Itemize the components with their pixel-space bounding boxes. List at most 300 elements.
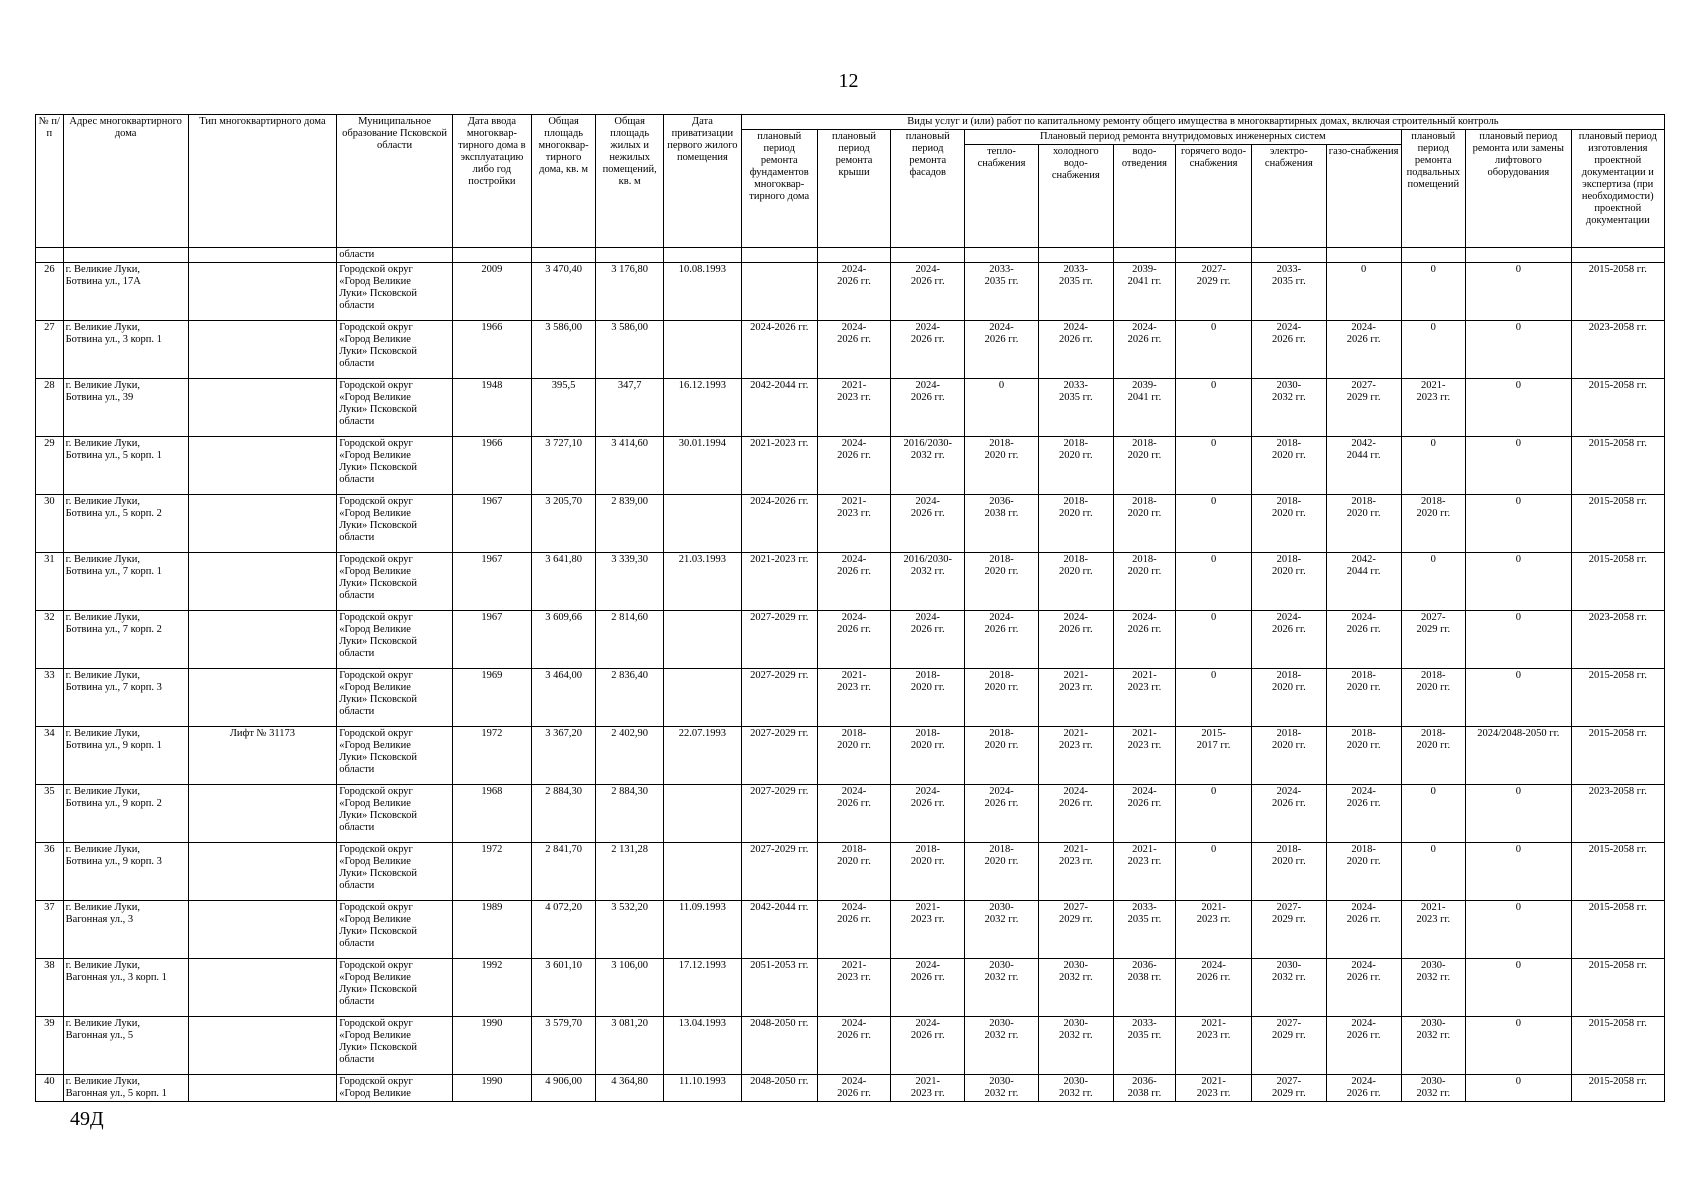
cell-num: 32 — [36, 611, 64, 669]
cell-municipality: Городской округ «Город Великие Луки» Псковской области — [337, 959, 453, 1017]
cell-sewer: 2018- 2020 гг. — [1113, 553, 1175, 611]
cell-address: г. Великие Луки, Ботвина ул., 3 корп. 1 — [63, 321, 188, 379]
cell-electric: 2027- 2029 гг. — [1251, 1075, 1326, 1102]
header-facade: плановый период ремонта фасадов — [891, 130, 965, 248]
cell-basement: 0 — [1401, 785, 1466, 843]
cell-type — [188, 785, 337, 843]
cell-cold-water: 2021- 2023 гг. — [1038, 727, 1113, 785]
cell-electric: 2018- 2020 гг. — [1251, 437, 1326, 495]
header-cold-water: холодного водо-снабжения — [1038, 145, 1113, 248]
continuation-cell: области — [337, 248, 453, 263]
cell-sewer: 2033- 2035 гг. — [1113, 901, 1175, 959]
cell-num: 36 — [36, 843, 64, 901]
cell-basement: 2030- 2032 гг. — [1401, 1075, 1466, 1102]
cell-privatization — [663, 611, 741, 669]
cell-basement: 2018- 2020 гг. — [1401, 727, 1466, 785]
cell-cold-water: 2018- 2020 гг. — [1038, 495, 1113, 553]
cell-year: 1972 — [452, 843, 531, 901]
cell-sewer: 2021- 2023 гг. — [1113, 669, 1175, 727]
cell-foundation: 2042-2044 гг. — [741, 379, 817, 437]
cell-project: 2015-2058 гг. — [1571, 495, 1664, 553]
cell-basement: 0 — [1401, 263, 1466, 321]
cell-hot-water: 0 — [1176, 843, 1252, 901]
cell-project: 2015-2058 гг. — [1571, 669, 1664, 727]
page-number: 12 — [838, 70, 859, 92]
cell-project: 2015-2058 гг. — [1571, 379, 1664, 437]
header-commission-date: Дата ввода многоквар-тирного дома в эксплуатацию либо год постройки — [452, 115, 531, 248]
header-elevator: плановый период ремонта или замены лифтового оборудования — [1466, 130, 1572, 248]
cell-elevator: 0 — [1466, 553, 1572, 611]
cell-hot-water: 0 — [1176, 669, 1252, 727]
cell-project: 2015-2058 гг. — [1571, 959, 1664, 1017]
header-num: № п/п — [36, 115, 64, 248]
cell-num: 27 — [36, 321, 64, 379]
cell-facade: 2024- 2026 гг. — [891, 263, 965, 321]
header-type: Тип многоквартирного дома — [188, 115, 337, 248]
cell-heat: 2036- 2038 гг. — [965, 495, 1039, 553]
cell-gas: 2024- 2026 гг. — [1326, 1075, 1401, 1102]
cell-roof: 2024- 2026 гг. — [817, 437, 891, 495]
cell-project: 2023-2058 гг. — [1571, 785, 1664, 843]
cell-project: 2015-2058 гг. — [1571, 1075, 1664, 1102]
cell-heat: 2018- 2020 гг. — [965, 437, 1039, 495]
cell-sewer: 2024- 2026 гг. — [1113, 321, 1175, 379]
cell-year: 1992 — [452, 959, 531, 1017]
cell-privatization: 13.04.1993 — [663, 1017, 741, 1075]
cell-heat: 2018- 2020 гг. — [965, 843, 1039, 901]
table-row — [36, 495, 1665, 553]
cell-sewer: 2021- 2023 гг. — [1113, 843, 1175, 901]
cell-elevator: 0 — [1466, 785, 1572, 843]
cell-address: г. Великие Луки, Ботвина ул., 5 корп. 1 — [63, 437, 188, 495]
cell-total-area: 3 601,10 — [531, 959, 596, 1017]
header-address: Адрес многоквартирного дома — [63, 115, 188, 248]
cell-foundation: 2024-2026 гг. — [741, 495, 817, 553]
cell-project: 2023-2058 гг. — [1571, 321, 1664, 379]
cell-living-area: 3 586,00 — [596, 321, 664, 379]
cell-hot-water: 0 — [1176, 321, 1252, 379]
cell-address: г. Великие Луки, Ботвина ул., 17А — [63, 263, 188, 321]
table-row — [36, 727, 1665, 785]
table-row — [36, 785, 1665, 843]
cell-project: 2015-2058 гг. — [1571, 1017, 1664, 1075]
table-row — [36, 669, 1665, 727]
cell-electric: 2027- 2029 гг. — [1251, 1017, 1326, 1075]
cell-type — [188, 1075, 337, 1102]
cell-basement: 2030- 2032 гг. — [1401, 959, 1466, 1017]
cell-hot-water: 0 — [1176, 495, 1252, 553]
cell-year: 1968 — [452, 785, 531, 843]
cell-facade: 2016/2030- 2032 гг. — [891, 553, 965, 611]
cell-basement: 2030- 2032 гг. — [1401, 1017, 1466, 1075]
cell-address: г. Великие Луки, Вагонная ул., 5 корп. 1 — [63, 1075, 188, 1102]
cell-num: 33 — [36, 669, 64, 727]
cell-heat: 2024- 2026 гг. — [965, 611, 1039, 669]
cell-num: 28 — [36, 379, 64, 437]
cell-sewer: 2036- 2038 гг. — [1113, 1075, 1175, 1102]
cell-heat: 2024- 2026 гг. — [965, 321, 1039, 379]
cell-living-area: 2 814,60 — [596, 611, 664, 669]
cell-total-area: 4 072,20 — [531, 901, 596, 959]
cell-electric: 2024- 2026 гг. — [1251, 321, 1326, 379]
cell-heat: 2018- 2020 гг. — [965, 727, 1039, 785]
cell-num: 35 — [36, 785, 64, 843]
cell-cold-water: 2018- 2020 гг. — [1038, 437, 1113, 495]
cell-elevator: 0 — [1466, 1075, 1572, 1102]
header-electric: электро-снабжения — [1251, 145, 1326, 248]
cell-type: Лифт № 31173 — [188, 727, 337, 785]
cell-living-area: 2 402,90 — [596, 727, 664, 785]
cell-hot-water: 0 — [1176, 611, 1252, 669]
cell-elevator: 0 — [1466, 1017, 1572, 1075]
cell-municipality: Городской округ «Город Великие Луки» Псковской области — [337, 611, 453, 669]
cell-foundation: 2042-2044 гг. — [741, 901, 817, 959]
cell-basement: 0 — [1401, 437, 1466, 495]
cell-year: 1967 — [452, 611, 531, 669]
cell-foundation: 2048-2050 гг. — [741, 1075, 817, 1102]
cell-elevator: 0 — [1466, 843, 1572, 901]
cell-foundation: 2024-2026 гг. — [741, 321, 817, 379]
header-total-area: Общая площадь многоквар-тирного дома, кв. м — [531, 115, 596, 248]
cell-year: 1967 — [452, 553, 531, 611]
table-row — [36, 959, 1665, 1017]
cell-cold-water: 2018- 2020 гг. — [1038, 553, 1113, 611]
cell-year: 1967 — [452, 495, 531, 553]
cell-foundation: 2021-2023 гг. — [741, 553, 817, 611]
cell-elevator: 0 — [1466, 611, 1572, 669]
cell-num: 37 — [36, 901, 64, 959]
cell-hot-water: 0 — [1176, 437, 1252, 495]
cell-total-area: 3 727,10 — [531, 437, 596, 495]
continuation-row — [36, 248, 1665, 263]
cell-electric: 2018- 2020 гг. — [1251, 495, 1326, 553]
cell-sewer: 2024- 2026 гг. — [1113, 785, 1175, 843]
cell-hot-water: 0 — [1176, 785, 1252, 843]
cell-cold-water: 2024- 2026 гг. — [1038, 611, 1113, 669]
cell-roof: 2024- 2026 гг. — [817, 901, 891, 959]
cell-roof: 2024- 2026 гг. — [817, 263, 891, 321]
cell-sewer: 2024- 2026 гг. — [1113, 611, 1175, 669]
cell-facade: 2021- 2023 гг. — [891, 901, 965, 959]
cell-municipality: Городской округ «Город Великие Луки» Псковской области — [337, 1017, 453, 1075]
cell-gas: 2027- 2029 гг. — [1326, 379, 1401, 437]
cell-privatization: 22.07.1993 — [663, 727, 741, 785]
cell-municipality: Городской округ «Город Великие Луки» Псковской области — [337, 785, 453, 843]
cell-heat: 2030- 2032 гг. — [965, 1075, 1039, 1102]
header-basement: плановый период ремонта подвальных помещений — [1401, 130, 1466, 248]
cell-num: 40 — [36, 1075, 64, 1102]
table-row — [36, 437, 1665, 495]
cell-hot-water: 2021- 2023 гг. — [1176, 1017, 1252, 1075]
cell-gas: 2018- 2020 гг. — [1326, 843, 1401, 901]
header-roof: плановый период ремонта крыши — [817, 130, 891, 248]
cell-gas: 2018- 2020 гг. — [1326, 727, 1401, 785]
cell-living-area: 3 106,00 — [596, 959, 664, 1017]
cell-basement: 2018- 2020 гг. — [1401, 669, 1466, 727]
cell-basement: 2021- 2023 гг. — [1401, 901, 1466, 959]
cell-gas: 2024- 2026 гг. — [1326, 611, 1401, 669]
cell-type — [188, 1017, 337, 1075]
cell-municipality: Городской округ «Город Великие Луки» Псковской области — [337, 379, 453, 437]
cell-address: г. Великие Луки, Ботвина ул., 7 корп. 2 — [63, 611, 188, 669]
cell-cold-water: 2033- 2035 гг. — [1038, 263, 1113, 321]
cell-heat: 2018- 2020 гг. — [965, 553, 1039, 611]
cell-foundation: 2027-2029 гг. — [741, 785, 817, 843]
cell-municipality: Городской округ «Город Великие Луки» Псковской области — [337, 321, 453, 379]
cell-elevator: 0 — [1466, 379, 1572, 437]
cell-roof: 2021- 2023 гг. — [817, 495, 891, 553]
cell-year: 1972 — [452, 727, 531, 785]
cell-cold-water: 2033- 2035 гг. — [1038, 379, 1113, 437]
cell-sewer: 2021- 2023 гг. — [1113, 727, 1175, 785]
cell-privatization: 30.01.1994 — [663, 437, 741, 495]
cell-municipality: Городской округ «Город Великие Луки» Псковской области — [337, 901, 453, 959]
cell-address: г. Великие Луки, Ботвина ул., 5 корп. 2 — [63, 495, 188, 553]
cell-facade: 2024- 2026 гг. — [891, 321, 965, 379]
cell-sewer: 2039- 2041 гг. — [1113, 379, 1175, 437]
cell-privatization: 17.12.1993 — [663, 959, 741, 1017]
cell-heat: 2030- 2032 гг. — [965, 959, 1039, 1017]
cell-cold-water: 2024- 2026 гг. — [1038, 321, 1113, 379]
cell-sewer: 2039- 2041 гг. — [1113, 263, 1175, 321]
cell-privatization — [663, 669, 741, 727]
cell-total-area: 2 841,70 — [531, 843, 596, 901]
table-row — [36, 321, 1665, 379]
cell-num: 30 — [36, 495, 64, 553]
table-row — [36, 1075, 1665, 1102]
cell-heat: 2030- 2032 гг. — [965, 901, 1039, 959]
cell-hot-water: 0 — [1176, 379, 1252, 437]
cell-hot-water: 0 — [1176, 553, 1252, 611]
cell-foundation: 2027-2029 гг. — [741, 843, 817, 901]
cell-living-area: 2 839,00 — [596, 495, 664, 553]
cell-electric: 2018- 2020 гг. — [1251, 553, 1326, 611]
cell-total-area: 3 586,00 — [531, 321, 596, 379]
cell-facade: 2024- 2026 гг. — [891, 959, 965, 1017]
cell-municipality: Городской округ «Город Великие Луки» Псковской области — [337, 437, 453, 495]
cell-address: г. Великие Луки, Вагонная ул., 3 корп. 1 — [63, 959, 188, 1017]
cell-electric: 2018- 2020 гг. — [1251, 727, 1326, 785]
cell-privatization: 11.10.1993 — [663, 1075, 741, 1102]
cell-type — [188, 379, 337, 437]
cell-roof: 2024- 2026 гг. — [817, 321, 891, 379]
cell-total-area: 3 579,70 — [531, 1017, 596, 1075]
cell-municipality: Городской округ «Город Великие Луки» Псковской области — [337, 263, 453, 321]
cell-foundation: 2021-2023 гг. — [741, 437, 817, 495]
cell-total-area: 2 884,30 — [531, 785, 596, 843]
cell-gas: 0 — [1326, 263, 1401, 321]
cell-sewer: 2018- 2020 гг. — [1113, 437, 1175, 495]
cell-total-area: 3 205,70 — [531, 495, 596, 553]
cell-num: 29 — [36, 437, 64, 495]
cell-elevator: 0 — [1466, 263, 1572, 321]
cell-facade: 2018- 2020 гг. — [891, 727, 965, 785]
cell-heat: 2018- 2020 гг. — [965, 669, 1039, 727]
footer-code: 49Д — [70, 1108, 104, 1130]
cell-living-area: 2 884,30 — [596, 785, 664, 843]
cell-address: г. Великие Луки, Ботвина ул., 39 — [63, 379, 188, 437]
cell-roof: 2024- 2026 гг. — [817, 1017, 891, 1075]
cell-heat: 2033- 2035 гг. — [965, 263, 1039, 321]
cell-facade: 2024- 2026 гг. — [891, 785, 965, 843]
cell-facade: 2024- 2026 гг. — [891, 1017, 965, 1075]
cell-basement: 2018- 2020 гг. — [1401, 495, 1466, 553]
cell-cold-water: 2021- 2023 гг. — [1038, 843, 1113, 901]
cell-type — [188, 669, 337, 727]
cell-privatization — [663, 785, 741, 843]
cell-basement: 0 — [1401, 553, 1466, 611]
cell-municipality: Городской округ «Город Великие Луки» Псковской области — [337, 727, 453, 785]
cell-num: 26 — [36, 263, 64, 321]
header-living-area: Общая площадь жилых и нежилых помещений, кв. м — [596, 115, 664, 248]
cell-heat: 2030- 2032 гг. — [965, 1017, 1039, 1075]
header-municipality: Муниципальное образование Псковской области — [337, 115, 453, 248]
cell-electric: 2024- 2026 гг. — [1251, 611, 1326, 669]
cell-roof: 2024- 2026 гг. — [817, 553, 891, 611]
header-hot-water: горячего водо-снабжения — [1176, 145, 1252, 248]
cell-hot-water: 2021- 2023 гг. — [1176, 901, 1252, 959]
header-foundation: плановый период ремонта фундаментов многоквар-тирного дома — [741, 130, 817, 248]
table-row — [36, 611, 1665, 669]
cell-address: г. Великие Луки, Ботвина ул., 9 корп. 2 — [63, 785, 188, 843]
cell-type — [188, 321, 337, 379]
cell-electric: 2024- 2026 гг. — [1251, 785, 1326, 843]
cell-living-area: 3 176,80 — [596, 263, 664, 321]
cell-type — [188, 611, 337, 669]
table-row — [36, 843, 1665, 901]
cell-cold-water: 2021- 2023 гг. — [1038, 669, 1113, 727]
cell-address: г. Великие Луки, Вагонная ул., 5 — [63, 1017, 188, 1075]
cell-total-area: 395,5 — [531, 379, 596, 437]
capital-repair-table — [35, 114, 1665, 1102]
cell-roof: 2018- 2020 гг. — [817, 843, 891, 901]
cell-address: г. Великие Луки, Ботвина ул., 7 корп. 1 — [63, 553, 188, 611]
cell-num: 31 — [36, 553, 64, 611]
cell-total-area: 4 906,00 — [531, 1075, 596, 1102]
cell-total-area: 3 464,00 — [531, 669, 596, 727]
cell-year: 1966 — [452, 437, 531, 495]
cell-project: 2015-2058 гг. — [1571, 843, 1664, 901]
cell-hot-water: 2027- 2029 гг. — [1176, 263, 1252, 321]
cell-facade: 2016/2030- 2032 гг. — [891, 437, 965, 495]
cell-roof: 2021- 2023 гг. — [817, 379, 891, 437]
cell-living-area: 3 414,60 — [596, 437, 664, 495]
cell-living-area: 3 081,20 — [596, 1017, 664, 1075]
header-works-group: Виды услуг и (или) работ по капитальному ремонту общего имущества в многоквартирных домах, включая строительный контроль — [741, 115, 1664, 130]
cell-privatization: 16.12.1993 — [663, 379, 741, 437]
cell-hot-water: 2021- 2023 гг. — [1176, 1075, 1252, 1102]
cell-electric: 2018- 2020 гг. — [1251, 843, 1326, 901]
cell-year: 1966 — [452, 321, 531, 379]
cell-roof: 2021- 2023 гг. — [817, 959, 891, 1017]
cell-hot-water: 2024- 2026 гг. — [1176, 959, 1252, 1017]
cell-facade: 2024- 2026 гг. — [891, 495, 965, 553]
cell-type — [188, 843, 337, 901]
cell-cold-water: 2030- 2032 гг. — [1038, 959, 1113, 1017]
cell-elevator: 0 — [1466, 901, 1572, 959]
table-row — [36, 379, 1665, 437]
cell-project: 2015-2058 гг. — [1571, 437, 1664, 495]
cell-roof: 2018- 2020 гг. — [817, 727, 891, 785]
cell-heat: 0 — [965, 379, 1039, 437]
cell-elevator: 2024/2048-2050 гг. — [1466, 727, 1572, 785]
cell-basement: 2021- 2023 гг. — [1401, 379, 1466, 437]
table-row — [36, 553, 1665, 611]
cell-privatization: 10.08.1993 — [663, 263, 741, 321]
cell-project: 2015-2058 гг. — [1571, 263, 1664, 321]
cell-basement: 0 — [1401, 843, 1466, 901]
table-row — [36, 1017, 1665, 1075]
header-engineering-group: Плановый период ремонта внутридомовых инженерных систем — [965, 130, 1401, 145]
cell-address: г. Великие Луки, Вагонная ул., 3 — [63, 901, 188, 959]
cell-gas: 2024- 2026 гг. — [1326, 1017, 1401, 1075]
cell-electric: 2018- 2020 гг. — [1251, 669, 1326, 727]
cell-living-area: 3 532,20 — [596, 901, 664, 959]
cell-year: 1989 — [452, 901, 531, 959]
cell-gas: 2024- 2026 гг. — [1326, 901, 1401, 959]
cell-privatization — [663, 843, 741, 901]
cell-electric: 2030- 2032 гг. — [1251, 379, 1326, 437]
cell-municipality: Городской округ «Город Великие Луки» Псковской области — [337, 495, 453, 553]
cell-sewer: 2018- 2020 гг. — [1113, 495, 1175, 553]
cell-sewer: 2033- 2035 гг. — [1113, 1017, 1175, 1075]
cell-facade: 2018- 2020 гг. — [891, 843, 965, 901]
cell-project: 2015-2058 гг. — [1571, 727, 1664, 785]
cell-project: 2015-2058 гг. — [1571, 553, 1664, 611]
cell-basement: 0 — [1401, 321, 1466, 379]
cell-roof: 2024- 2026 гг. — [817, 611, 891, 669]
cell-project: 2023-2058 гг. — [1571, 611, 1664, 669]
cell-facade: 2018- 2020 гг. — [891, 669, 965, 727]
cell-address: г. Великие Луки, Ботвина ул., 9 корп. 1 — [63, 727, 188, 785]
cell-total-area: 3 641,80 — [531, 553, 596, 611]
cell-cold-water: 2024- 2026 гг. — [1038, 785, 1113, 843]
cell-gas: 2042- 2044 гг. — [1326, 437, 1401, 495]
cell-municipality: Городской округ «Город Великие — [337, 1075, 453, 1102]
cell-foundation: 2051-2053 гг. — [741, 959, 817, 1017]
cell-type — [188, 553, 337, 611]
cell-foundation: 2048-2050 гг. — [741, 1017, 817, 1075]
cell-gas: 2018- 2020 гг. — [1326, 669, 1401, 727]
cell-privatization — [663, 321, 741, 379]
cell-electric: 2033- 2035 гг. — [1251, 263, 1326, 321]
cell-gas: 2024- 2026 гг. — [1326, 785, 1401, 843]
cell-gas: 2024- 2026 гг. — [1326, 321, 1401, 379]
header-heat: тепло-снабжения — [965, 145, 1039, 248]
cell-hot-water: 2015- 2017 гг. — [1176, 727, 1252, 785]
cell-num: 34 — [36, 727, 64, 785]
cell-elevator: 0 — [1466, 321, 1572, 379]
cell-heat: 2024- 2026 гг. — [965, 785, 1039, 843]
cell-total-area: 3 367,20 — [531, 727, 596, 785]
cell-type — [188, 959, 337, 1017]
cell-type — [188, 901, 337, 959]
cell-gas: 2042- 2044 гг. — [1326, 553, 1401, 611]
cell-electric: 2027- 2029 гг. — [1251, 901, 1326, 959]
cell-cold-water: 2030- 2032 гг. — [1038, 1075, 1113, 1102]
cell-foundation — [741, 263, 817, 321]
header-gas: газо-снабжения — [1326, 145, 1401, 248]
header-privatization-date: Дата приватизации первого жилого помещения — [663, 115, 741, 248]
cell-privatization: 21.03.1993 — [663, 553, 741, 611]
cell-living-area: 3 339,30 — [596, 553, 664, 611]
cell-gas: 2018- 2020 гг. — [1326, 495, 1401, 553]
cell-electric: 2030- 2032 гг. — [1251, 959, 1326, 1017]
cell-type — [188, 263, 337, 321]
cell-foundation: 2027-2029 гг. — [741, 727, 817, 785]
cell-facade: 2021- 2023 гг. — [891, 1075, 965, 1102]
cell-gas: 2024- 2026 гг. — [1326, 959, 1401, 1017]
